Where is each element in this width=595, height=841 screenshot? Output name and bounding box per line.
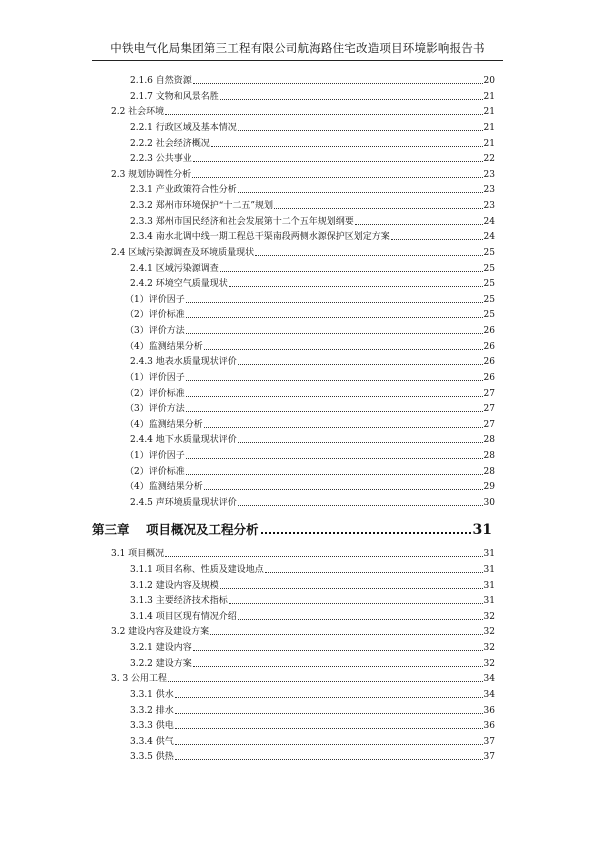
toc-entry-label: 2.1.6 自然资源 (130, 76, 192, 86)
toc-leader-dots (186, 333, 483, 334)
toc-page-number: 27 (483, 388, 495, 399)
toc-page-number: 31 (483, 596, 495, 607)
toc-page-number: 25 (483, 279, 495, 290)
toc-page-number: 29 (483, 482, 495, 493)
toc-leader-dots (175, 759, 483, 760)
toc-entry-label: 3.1 项目概况 (111, 549, 165, 560)
toc-entry[interactable] (125, 337, 495, 352)
toc-entry[interactable] (130, 71, 495, 86)
toc-entry-label: 3.3.4 供气 (130, 736, 174, 747)
toc-page-number: 31 (472, 521, 492, 538)
toc-leader-dots (186, 396, 483, 397)
toc-entry-label: 2.4.5 声环境质量现状评价 (130, 498, 237, 508)
toc-leader-dots (255, 255, 482, 256)
toc-leader-dots (274, 208, 483, 209)
toc-leader-dots (238, 505, 483, 506)
toc-entry-label: 3.2 建设内容及建设方案 (111, 627, 210, 638)
toc-entry-label: 2.3.3 郑州市国民经济和社会发展第十二个五年规划纲要 (130, 216, 354, 227)
page-header-title: 中铁电气化局集团第三工程有限公司航海路住宅改造项目环境影响报告书 (110, 41, 485, 55)
toc-leader-dots (193, 666, 483, 667)
toc-leader-dots (175, 744, 483, 745)
toc-page-number: 25 (483, 263, 495, 274)
toc-entry-label: （4）监测结果分析 (125, 419, 203, 430)
toc-page-number: 28 (483, 451, 495, 462)
toc-entry[interactable] (130, 685, 495, 700)
toc-entry-label: 2.3.4 南水北调中线一期工程总干渠南段两侧水源保护区划定方案 (130, 232, 390, 243)
toc-page-number: 25 (483, 310, 495, 321)
toc-entry-label: （1）评价因子 (125, 294, 185, 305)
toc-page-number: 21 (483, 91, 495, 102)
toc-page-number: 28 (483, 435, 495, 446)
toc-entry[interactable] (111, 243, 495, 258)
toc-entry-label: 3.1.4 项目区现有情况介绍 (130, 611, 237, 622)
toc-leader-dots (220, 588, 483, 589)
toc-entry-label: 2.2 社会环境 (111, 107, 165, 118)
toc-page-number: 26 (483, 326, 495, 337)
toc-entry-label: 2.2.2 社会经济概况 (130, 138, 210, 149)
toc-page-number: 25 (483, 247, 495, 258)
toc-entry[interactable] (130, 732, 495, 747)
toc-entry-label: 2.1.7 文物和风景名胜 (130, 91, 219, 102)
toc-leader-dots (175, 713, 483, 714)
toc-entry-label: （4）监测结果分析 (125, 482, 203, 493)
toc-entry[interactable] (130, 560, 495, 575)
toc-entry[interactable] (125, 290, 495, 305)
toc-page-number: 21 (483, 107, 495, 118)
toc-leader-dots (238, 130, 483, 131)
toc-leader-dots (229, 286, 483, 287)
toc-entry-label: 2.3.2 郑州市环境保护“十二五”规划 (130, 201, 273, 212)
toc-entry[interactable] (130, 149, 495, 164)
toc-entry-label: 3.3.3 供电 (130, 721, 174, 732)
toc-entry[interactable] (130, 118, 495, 133)
toc-entry[interactable] (130, 591, 495, 606)
toc-page-number: 24 (483, 216, 495, 227)
toc-leader-dots (193, 83, 483, 84)
toc-page-number: 37 (483, 752, 495, 763)
toc-entry[interactable] (130, 701, 495, 716)
toc-entry-label: 3.3.5 供热 (130, 752, 174, 763)
toc-entry-label: （4）监测结果分析 (125, 341, 203, 352)
toc-entry-label: 2.2.3 公共事业 (130, 154, 192, 165)
toc-page-number: 23 (483, 169, 495, 180)
toc-leader-dots (193, 161, 483, 162)
toc-leader-dots (186, 474, 483, 475)
toc-leader-dots (204, 489, 483, 490)
toc-entry-label: （3）评价方法 (125, 404, 185, 415)
toc-entry-label: 3.1.3 主要经济技术指标 (130, 596, 228, 607)
toc-leader-dots (193, 650, 483, 651)
toc-leader-dots (204, 427, 483, 428)
toc-entry-label: （1）评价因子 (125, 451, 185, 462)
toc-page-number: 34 (483, 689, 495, 700)
toc-page-number: 32 (483, 658, 495, 669)
toc-page-number: 31 (483, 580, 495, 591)
toc-page-number: 26 (483, 372, 495, 383)
toc-chapter-entry[interactable] (92, 517, 492, 537)
toc-entry-label: 3.2.1 建设内容 (130, 643, 192, 654)
toc-entry-label: 3.2.2 建设方案 (130, 658, 192, 669)
toc-entry[interactable] (125, 399, 495, 414)
toc-leader-dots (192, 177, 482, 178)
toc-page-number: 22 (483, 154, 495, 165)
toc-leader-dots (204, 349, 483, 350)
toc-chapter-number: 第三章 (92, 521, 130, 537)
toc-leader-dots (265, 572, 483, 573)
toc-entry[interactable] (111, 622, 495, 637)
toc-entry[interactable] (130, 607, 495, 622)
toc-entry[interactable] (130, 227, 495, 242)
toc-page-number: 27 (483, 419, 495, 430)
toc-leader-dots (261, 532, 471, 534)
toc-entry-label: 2.4.3 地表水质量现状评价 (130, 357, 237, 368)
toc-entry-label: 2.3 规划协调性分析 (111, 169, 192, 180)
toc-leader-dots (186, 458, 483, 459)
toc-page-number: 31 (483, 549, 495, 560)
toc-entry[interactable] (130, 747, 495, 762)
toc-entry[interactable] (130, 638, 495, 653)
toc-entry[interactable] (125, 321, 495, 336)
toc-leader-dots (186, 411, 483, 412)
toc-page-number: 26 (483, 357, 495, 368)
toc-leader-dots (238, 442, 483, 443)
toc-leader-dots (175, 697, 483, 698)
toc-entry[interactable] (125, 305, 495, 320)
toc-entry-label: 3.1.2 建设内容及规模 (130, 580, 219, 591)
toc-leader-dots (165, 556, 482, 557)
toc-entry[interactable] (111, 102, 495, 117)
toc-entry-label: 2.4.2 环境空气质量现状 (130, 279, 228, 290)
toc-page-number: 28 (483, 466, 495, 477)
toc-leader-dots (210, 634, 482, 635)
toc-entry-label: 3.3.2 排水 (130, 705, 174, 716)
toc-entry[interactable] (125, 446, 495, 461)
toc-entry[interactable] (125, 368, 495, 383)
toc-entry-label: （3）评价方法 (125, 326, 185, 337)
toc-entry[interactable] (130, 134, 495, 149)
toc-entry[interactable] (130, 352, 495, 367)
toc-page-number: 23 (483, 185, 495, 196)
toc-page-number: 23 (483, 201, 495, 212)
toc-entry[interactable] (130, 576, 495, 591)
toc-page-number: 36 (483, 721, 495, 732)
toc-entry[interactable] (130, 87, 495, 102)
toc-entry[interactable] (130, 493, 495, 508)
toc-leader-dots (238, 364, 483, 365)
toc-entry-label: （2）评价标准 (125, 466, 185, 477)
toc-entry-label: 3.3.1 供水 (130, 689, 174, 700)
toc-entry-label: 2.2.1 行政区域及基本情况 (130, 122, 237, 133)
toc-entry-label: （1）评价因子 (125, 372, 185, 383)
toc-entry[interactable] (130, 259, 495, 274)
toc-leader-dots (391, 239, 483, 240)
toc-entry[interactable] (130, 274, 495, 289)
toc-leader-dots (238, 619, 483, 620)
toc-page-number: 34 (483, 674, 495, 685)
toc-leader-dots (211, 146, 483, 147)
toc-page-number: 32 (483, 643, 495, 654)
toc-entry[interactable] (125, 415, 495, 430)
toc-page-number: 21 (483, 122, 495, 133)
toc-page-number: 26 (483, 341, 495, 352)
toc-page-number: 27 (483, 404, 495, 415)
toc-entry-label: （2）评价标准 (125, 310, 185, 321)
toc-page-number: 24 (483, 232, 495, 243)
toc-leader-dots (168, 681, 483, 682)
toc-entry-label: 2.4.1 区域污染源调查 (130, 263, 219, 274)
toc-entry[interactable] (111, 165, 495, 180)
toc-leader-dots (165, 114, 482, 115)
toc-entry[interactable] (130, 180, 495, 195)
toc-page-number: 30 (483, 498, 495, 508)
toc-leader-dots (186, 302, 483, 303)
toc-entry-label: 项目概况及工程分析 (146, 521, 259, 537)
toc-entry[interactable] (130, 196, 495, 211)
toc-page-number: 31 (483, 564, 495, 575)
toc-entry-label: 3.1.1 项目名称、性质及建设地点 (130, 564, 264, 575)
toc-entry-label: （2）评价标准 (125, 388, 185, 399)
toc-entry[interactable] (125, 477, 495, 492)
toc-page-number: 32 (483, 611, 495, 622)
toc-entry[interactable] (111, 544, 495, 559)
toc-leader-dots (220, 271, 483, 272)
toc-page-number: 37 (483, 736, 495, 747)
header-rule (92, 60, 503, 61)
toc-entry[interactable] (130, 716, 495, 731)
toc-page-number: 36 (483, 705, 495, 716)
toc-entry[interactable] (130, 654, 495, 669)
toc-entry-label: 2.4 区域污染源调查及环境质量现状 (111, 247, 255, 258)
toc-leader-dots (186, 317, 483, 318)
toc-page-number: 21 (483, 138, 495, 149)
toc-entry[interactable] (130, 430, 495, 445)
toc-entry[interactable] (130, 212, 495, 227)
toc-entry-label: 3. 3 公用工程 (111, 674, 168, 685)
toc-leader-dots (175, 728, 483, 729)
toc-entry-label: 2.4.4 地下水质量现状评价 (130, 435, 237, 446)
toc-leader-dots (220, 99, 483, 100)
toc-page-number: 25 (483, 294, 495, 305)
toc-entry[interactable] (125, 462, 495, 477)
toc-leader-dots (355, 224, 483, 225)
toc-entry[interactable] (111, 669, 495, 684)
toc-leader-dots (186, 380, 483, 381)
toc-page-number: 32 (483, 627, 495, 638)
toc-entry[interactable] (125, 384, 495, 399)
toc-page-number: 20 (483, 76, 495, 86)
toc-entry-label: 2.3.1 产业政策符合性分析 (130, 185, 237, 196)
toc-leader-dots (229, 603, 483, 604)
toc-leader-dots (238, 192, 483, 193)
